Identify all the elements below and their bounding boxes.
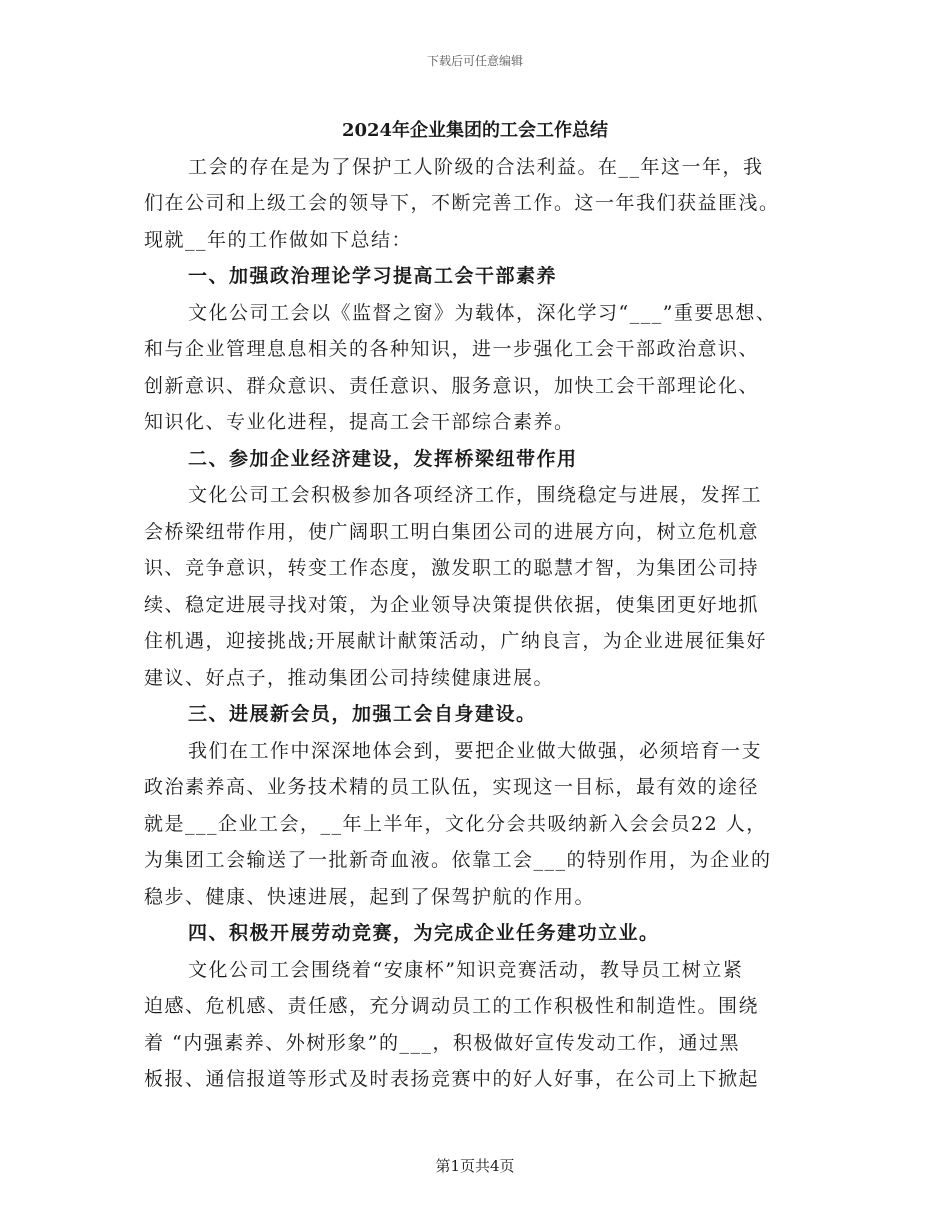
section-heading-1: 一、加强政治理论学习提高工会干部素养 xyxy=(188,265,558,287)
section-heading-4: 四、积极开展劳动竞赛，为完成企业任务建功立业。 xyxy=(188,922,660,944)
body-line: 建议、好点子，推动集团公司持续健康进展。 xyxy=(144,667,555,689)
body-line: 板报、通信报道等形式及时表扬竞赛中的好人好事，在公司上下掀起 xyxy=(144,1068,760,1090)
section-heading-3: 三、进展新会员，加强工会自身建设。 xyxy=(188,703,537,725)
body-line: 们在公司和上级工会的领导下，不断完善工作。这一年我们获益匪浅。 xyxy=(144,192,780,214)
body-line: 文化公司工会围绕着“安康杯”知识竞赛活动，教导员工树立紧 xyxy=(188,959,744,981)
body-line: 政治素养高、业务技术精的员工队伍，实现这一目标，最有效的途径 xyxy=(144,776,760,798)
body-line: 创新意识、群众意识、责任意识、服务意识，加快工会干部理论化、 xyxy=(144,375,760,397)
page-number: 第1页共4页 xyxy=(435,1157,515,1175)
body-line: 着 “内强素养、外树形象”的___，积极做好宣传发动工作，通过黑 xyxy=(144,1032,740,1054)
body-line: 文化公司工会积极参加各项经济工作，围绕稳定与进展，发挥工 xyxy=(188,484,763,506)
body-line: 稳步、健康、快速进展，起到了保驾护航的作用。 xyxy=(144,886,596,908)
body-line: 工会的存在是为了保护工人阶级的合法利益。在__年这一年，我 xyxy=(188,156,764,178)
body-line: 就是___企业工会，__年上半年，文化分会共吸纳新入会会员22 人， xyxy=(144,813,767,835)
body-line: 迫感、危机感、责任感，充分调动员工的工作积极性和制造性。围绕 xyxy=(144,995,760,1017)
body-line: 为集团工会输送了一批新奇血液。依靠工会___的特别作用，为企业的 xyxy=(144,849,772,871)
body-line: 文化公司工会以《监督之窗》为载体，深化学习“___”重要思想、 xyxy=(188,302,777,324)
body-line: 续、稳定进展寻找对策，为企业领导决策提供依据，使集团更好地抓 xyxy=(144,594,760,616)
body-line: 识、竞争意识，转变工作态度，激发职工的聪慧才智，为集团公司持 xyxy=(144,557,760,579)
body-line: 知识化、专业化进程，提高工会干部综合素养。 xyxy=(144,411,575,433)
body-line: 住机遇，迎接挑战;开展献计献策活动，广纳良言，为企业进展征集好 xyxy=(144,630,767,652)
body-line: 我们在工作中深深地体会到，要把企业做大做强，必须培育一支 xyxy=(188,740,763,762)
page-header: 下载后可任意编辑 xyxy=(426,54,523,68)
body-line: 会桥梁纽带作用，使广阔职工明白集团公司的进展方向，树立危机意 xyxy=(144,521,760,543)
section-heading-2: 二、参加企业经济建设，发挥桥梁纽带作用 xyxy=(188,448,578,470)
body-line: 现就__年的工作做如下总结： xyxy=(144,229,413,251)
document-title: 2024年企业集团的工会工作总结 xyxy=(341,120,609,141)
body-line: 和与企业管理息息相关的各种知识，进一步强化工会干部政治意识、 xyxy=(144,338,760,360)
